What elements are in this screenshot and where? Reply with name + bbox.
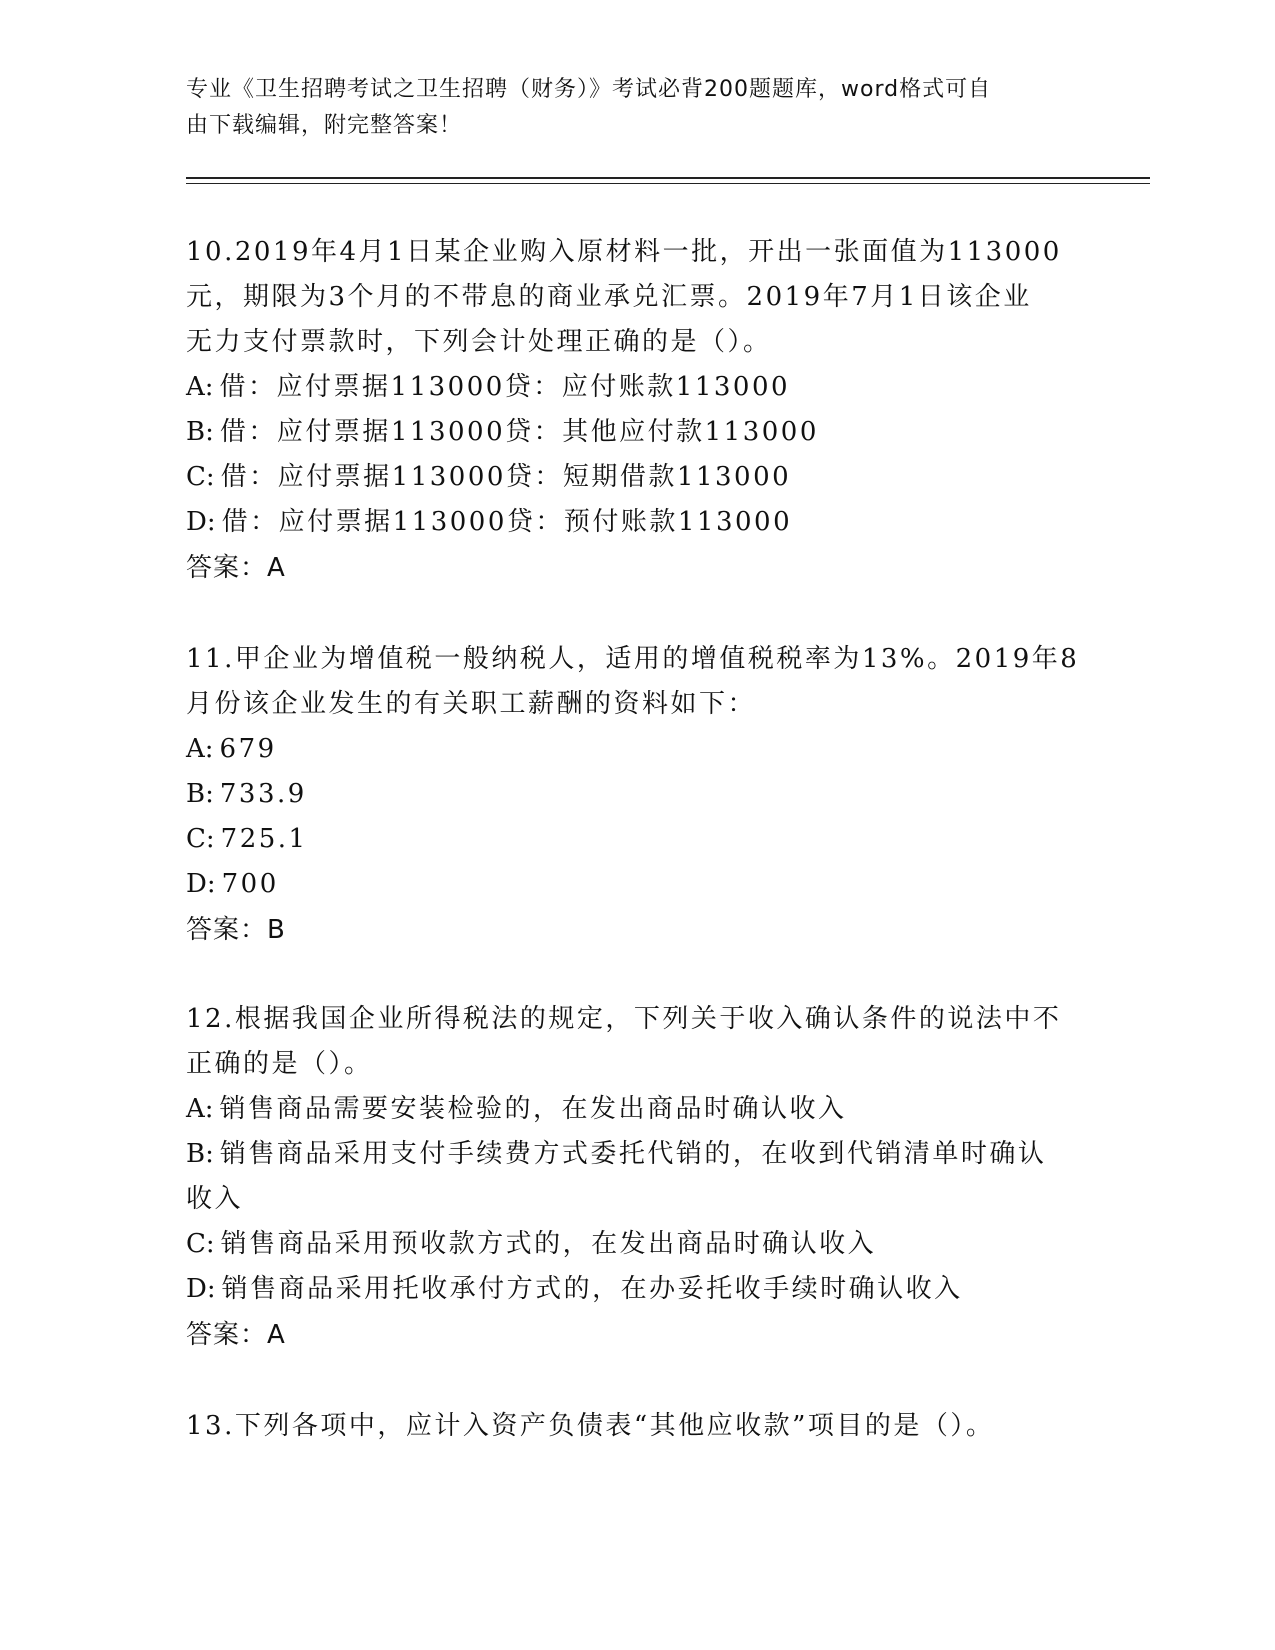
- question-stem-line: 11.甲企业为增值税一般纳税人，适用的增值税税率为13%。2019年8: [186, 644, 1080, 674]
- question-stem-line: 元，期限为3个月的不带息的商业承兑汇票。2019年7月1日该企业: [186, 282, 1032, 312]
- option-letter: C:: [186, 462, 215, 492]
- option-text: 679: [219, 734, 277, 764]
- option-text: 借：应付票据113000贷：预付账款113000: [221, 507, 793, 537]
- option-letter: C:: [186, 824, 215, 854]
- question-stem-line: 12.根据我国企业所得税法的规定，下列关于收入确认条件的说法中不: [186, 1004, 1062, 1034]
- question-stem-line: 13.下列各项中，应计入资产负债表“其他应收款”项目的是（）。: [186, 1411, 995, 1441]
- option-d: [186, 1267, 1086, 1312]
- option-a: [186, 1087, 1086, 1132]
- option-text: 销售商品采用支付手续费方式委托代销的，在收到代销清单时确认: [219, 1139, 1047, 1169]
- option-b: [186, 410, 1086, 455]
- option-text: 借：应付票据113000贷：其他应付款113000: [219, 417, 819, 447]
- option-letter: D:: [186, 869, 216, 899]
- question-12: [186, 997, 1086, 1358]
- option-letter: A:: [186, 1094, 214, 1124]
- option-text: 借：应付票据113000贷：应付账款113000: [219, 372, 791, 402]
- option-text: 销售商品采用预收款方式的，在发出商品时确认收入: [220, 1229, 877, 1259]
- question-10: [186, 230, 1086, 591]
- document-header: [186, 72, 1066, 144]
- option-letter: A:: [186, 372, 214, 402]
- answer-label: 答案：B: [186, 915, 286, 945]
- question-stem-line: 10.2019年4月1日某企业购入原材料一批，开出一张面值为113000: [186, 237, 1062, 267]
- question-13: [186, 1404, 1086, 1449]
- question-stem-line: 正确的是（）。: [186, 1049, 373, 1079]
- option-d: [186, 500, 1086, 545]
- option-c: [186, 817, 1086, 862]
- option-b: [186, 772, 1086, 817]
- option-text: 733.9: [219, 779, 307, 809]
- option-text: 700: [221, 869, 279, 899]
- option-letter: D:: [186, 507, 216, 537]
- option-text: 销售商品采用托收承付方式的，在办妥托收手续时确认收入: [221, 1274, 963, 1304]
- option-letter: B:: [186, 779, 214, 809]
- header-line-1: 专业《卫生招聘考试之卫生招聘（财务）》考试必背200题题库，word格式可自: [186, 77, 992, 102]
- option-c: [186, 1222, 1086, 1267]
- option-letter: A:: [186, 734, 214, 764]
- option-b-continuation: 收入: [186, 1184, 244, 1214]
- question-stem-line: 无力支付票款时，下列会计处理正确的是（）。: [186, 327, 772, 357]
- question-stem-line: 月份该企业发生的有关职工薪酬的资料如下：: [186, 689, 757, 719]
- question-11: [186, 637, 1086, 953]
- option-c: [186, 455, 1086, 500]
- option-text: 借：应付票据113000贷：短期借款113000: [220, 462, 792, 492]
- header-divider-thick: [186, 177, 1150, 179]
- option-letter: B:: [186, 417, 214, 447]
- answer-label: 答案：A: [186, 1320, 286, 1350]
- option-letter: B:: [186, 1139, 214, 1169]
- option-text: 725.1: [220, 824, 308, 854]
- option-text: 销售商品需要安装检验的，在发出商品时确认收入: [219, 1094, 847, 1124]
- header-divider-thin: [186, 183, 1150, 184]
- option-a: [186, 365, 1086, 410]
- answer-label: 答案：A: [186, 553, 286, 583]
- option-a: [186, 727, 1086, 772]
- option-letter: C:: [186, 1229, 215, 1259]
- option-d: [186, 862, 1086, 907]
- option-b: [186, 1132, 1086, 1177]
- header-line-2: 由下载编辑，附完整答案！: [186, 113, 463, 138]
- option-letter: D:: [186, 1274, 216, 1304]
